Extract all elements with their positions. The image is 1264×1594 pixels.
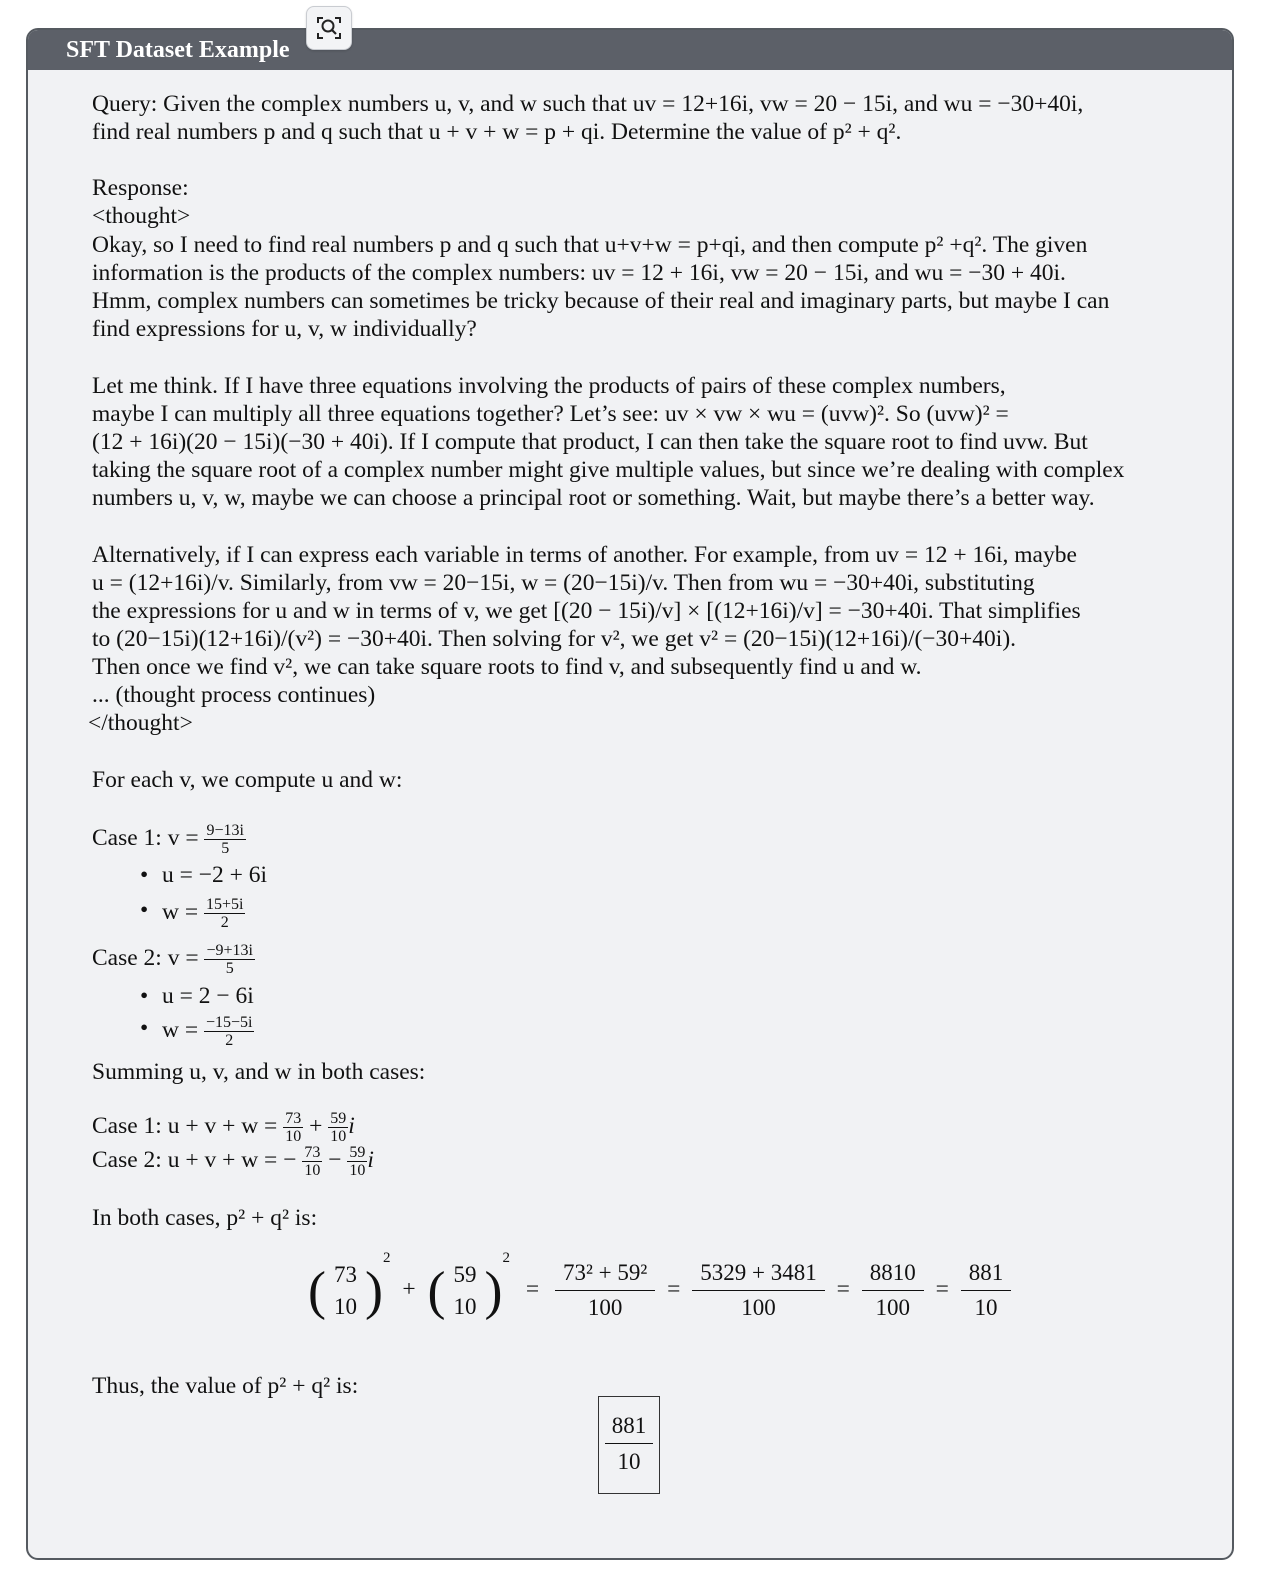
fraction-step-4 [961, 1258, 1012, 1323]
fraction-denominator: 100 [875, 1295, 910, 1321]
fraction-numerator: −9+13i [206, 942, 253, 959]
fraction-step-1 [555, 1258, 655, 1323]
term1-fraction [326, 1260, 365, 1322]
fraction-numerator: 59 [330, 1110, 347, 1127]
case1-v-fraction [204, 822, 245, 857]
fraction-step-2 [692, 1258, 824, 1323]
sum2-label: Case 2: u + v + w = − [92, 1146, 297, 1173]
case1-w-label: w = [162, 898, 199, 925]
example-card [26, 28, 1234, 1560]
fraction-step-3 [862, 1258, 924, 1323]
fraction-numerator: −15−5i [205, 1014, 253, 1031]
term2-fraction [445, 1260, 484, 1322]
fraction-denominator: 5 [221, 840, 230, 857]
case2-label: Case 2: v = [92, 944, 199, 971]
fraction-numerator: 15+5i [205, 896, 244, 913]
sum2-real-fraction [302, 1144, 322, 1179]
thought-close-tag: </thought> [88, 710, 193, 736]
fraction-denominator: 10 [974, 1295, 998, 1321]
case1-w [162, 896, 245, 931]
fraction-denominator: 10 [333, 1293, 357, 1319]
right-paren: ) [484, 1260, 503, 1321]
case2-w-fraction [204, 1014, 255, 1049]
fraction-numerator: 73 [285, 1110, 302, 1127]
fraction-numerator: 73 [304, 1144, 321, 1161]
answer-numerator: 881 [605, 1397, 653, 1444]
case1-v [92, 822, 246, 857]
fraction-denominator: 2 [220, 914, 229, 931]
thought-para3-line: the expressions for u and w in terms of v, we get [(20 − 15i)/v] × [(12+16i)/v] = −30+40i. That simplifies [92, 598, 1081, 624]
thought-para2-line: (12 + 16i)(20 − 15i)(−30 + 40i). If I compute that product, I can then take the square root to find uvw. But [92, 429, 1088, 455]
right-paren: ) [364, 1260, 383, 1321]
both-cases-text: In both cases, p² + q² is: [92, 1205, 318, 1231]
thought-para2-line: numbers u, v, w, maybe we can choose a principal root or something. Wait, but maybe there’s a better way. [92, 485, 1095, 511]
fraction-denominator: 5 [225, 960, 234, 977]
case2-w-label: w = [162, 1016, 199, 1043]
fraction-denominator: 100 [587, 1295, 623, 1321]
thus-text: Thus, the value of p² + q² is: [92, 1373, 359, 1399]
sum1-operator: + [309, 1112, 323, 1139]
fraction-denominator: 10 [349, 1162, 366, 1179]
thought-para3-line: to (20−15i)(12+16i)/(v²) = −30+40i. Then solving for v², we get v² = (20−15i)(12+16i)/(−30+40i). [92, 626, 1017, 652]
exponent: 2 [382, 1250, 391, 1266]
thought-para1-line: find expressions for u, v, w individually? [92, 316, 477, 342]
equals-sign: = [525, 1276, 540, 1302]
thought-para2-line: maybe I can multiply all three equations together? Let’s see: uv × vw × wu = (uvw)². So (uvw)² = [92, 401, 1009, 427]
fraction-denominator: 10 [453, 1293, 477, 1319]
query-line-2: find real numbers p and q such that u + v + w = p + qi. Determine the value of p² + q². [92, 119, 902, 145]
solution-intro: For each v, we compute u and w: [92, 767, 403, 793]
thought-para3-line: u = (12+16i)/v. Similarly, from vw = 20−15i, w = (20−15i)/v. Then from wu = −30+40i, substituting [92, 570, 1035, 596]
case2-v [92, 942, 255, 977]
thought-para2-line: taking the square root of a complex number might give multiple values, but since we’re dealing with complex [92, 457, 1125, 483]
plus-operator: + [402, 1276, 416, 1302]
thought-para1-line: information is the products of the complex numbers: uv = 12 + 16i, vw = 20 − 15i, and wu = −30 + 40i. [92, 260, 1066, 286]
sum2-operator: − [328, 1146, 342, 1173]
answer-denominator: 10 [617, 1449, 641, 1474]
fraction-denominator: 100 [741, 1295, 776, 1321]
sum1-imag-fraction [328, 1110, 348, 1145]
zoom-button[interactable] [306, 6, 352, 50]
card-title: SFT Dataset Example [66, 37, 290, 63]
fraction-denominator: 10 [330, 1128, 347, 1145]
thought-para3-line: Alternatively, if I can express each variable in terms of another. For example, from uv = 12 + 16i, maybe [92, 542, 1077, 568]
thought-para1-line: Okay, so I need to find real numbers p and q such that u+v+w = p+qi, and then compute p² +q². The given [92, 232, 1088, 258]
response-label: Response: [92, 175, 189, 201]
left-paren: ( [427, 1260, 446, 1321]
zoom-search-icon [315, 14, 343, 42]
fraction-numerator: 9−13i [206, 822, 244, 839]
equals-sign: = [836, 1276, 850, 1302]
sum1-real-fraction [283, 1110, 303, 1145]
thought-para1-line: Hmm, complex numbers can sometimes be tricky because of their real and imaginary parts, but maybe I can [92, 288, 1110, 314]
left-paren: ( [308, 1260, 326, 1321]
case2-w [162, 1014, 254, 1049]
query-line-1: Query: Given the complex numbers u, v, and w such that uv = 12+16i, vw = 20 − 15i, and wu = −30+40i, [92, 91, 1084, 117]
display-equation [308, 1244, 1011, 1323]
final-answer-box [598, 1396, 660, 1494]
fraction-numerator: 881 [961, 1258, 1012, 1291]
fraction-numerator: 59 [453, 1261, 477, 1287]
fraction-denominator: 10 [304, 1162, 321, 1179]
case2-u: • u = 2 − 6i [162, 982, 254, 1010]
equals-sign: = [935, 1276, 949, 1302]
fraction-numerator: 59 [349, 1144, 366, 1161]
fraction-numerator: 73 [333, 1261, 357, 1287]
thought-open-tag: <thought> [92, 203, 191, 229]
imaginary-unit: i [367, 1146, 374, 1173]
sum2-imag-fraction [347, 1144, 367, 1179]
case1-label: Case 1: v = [92, 824, 199, 851]
thought-para3-line: ... (thought process continues) [92, 682, 376, 708]
sum-case1 [92, 1110, 355, 1145]
equals-sign: = [667, 1276, 681, 1302]
fraction-denominator: 10 [285, 1128, 302, 1145]
case1-w-fraction [204, 896, 245, 931]
fraction-numerator: 8810 [862, 1258, 924, 1291]
thought-para3-line: Then once we find v², we can take square roots to find v, and subsequently find u and w. [92, 654, 922, 680]
imaginary-unit: i [348, 1112, 355, 1139]
summing-text: Summing u, v, and w in both cases: [92, 1059, 426, 1085]
sum-case2 [92, 1144, 374, 1179]
exponent: 2 [502, 1250, 510, 1266]
thought-para2-line: Let me think. If I have three equations involving the products of pairs of these complex numbers, [92, 373, 1006, 399]
sum1-label: Case 1: u + v + w = [92, 1112, 278, 1139]
case1-u: • u = −2 + 6i [162, 861, 267, 889]
fraction-numerator: 5329 + 3481 [692, 1258, 824, 1291]
case2-v-fraction [204, 942, 255, 977]
fraction-denominator: 2 [225, 1032, 234, 1049]
fraction-numerator: 73² + 59² [555, 1258, 655, 1291]
